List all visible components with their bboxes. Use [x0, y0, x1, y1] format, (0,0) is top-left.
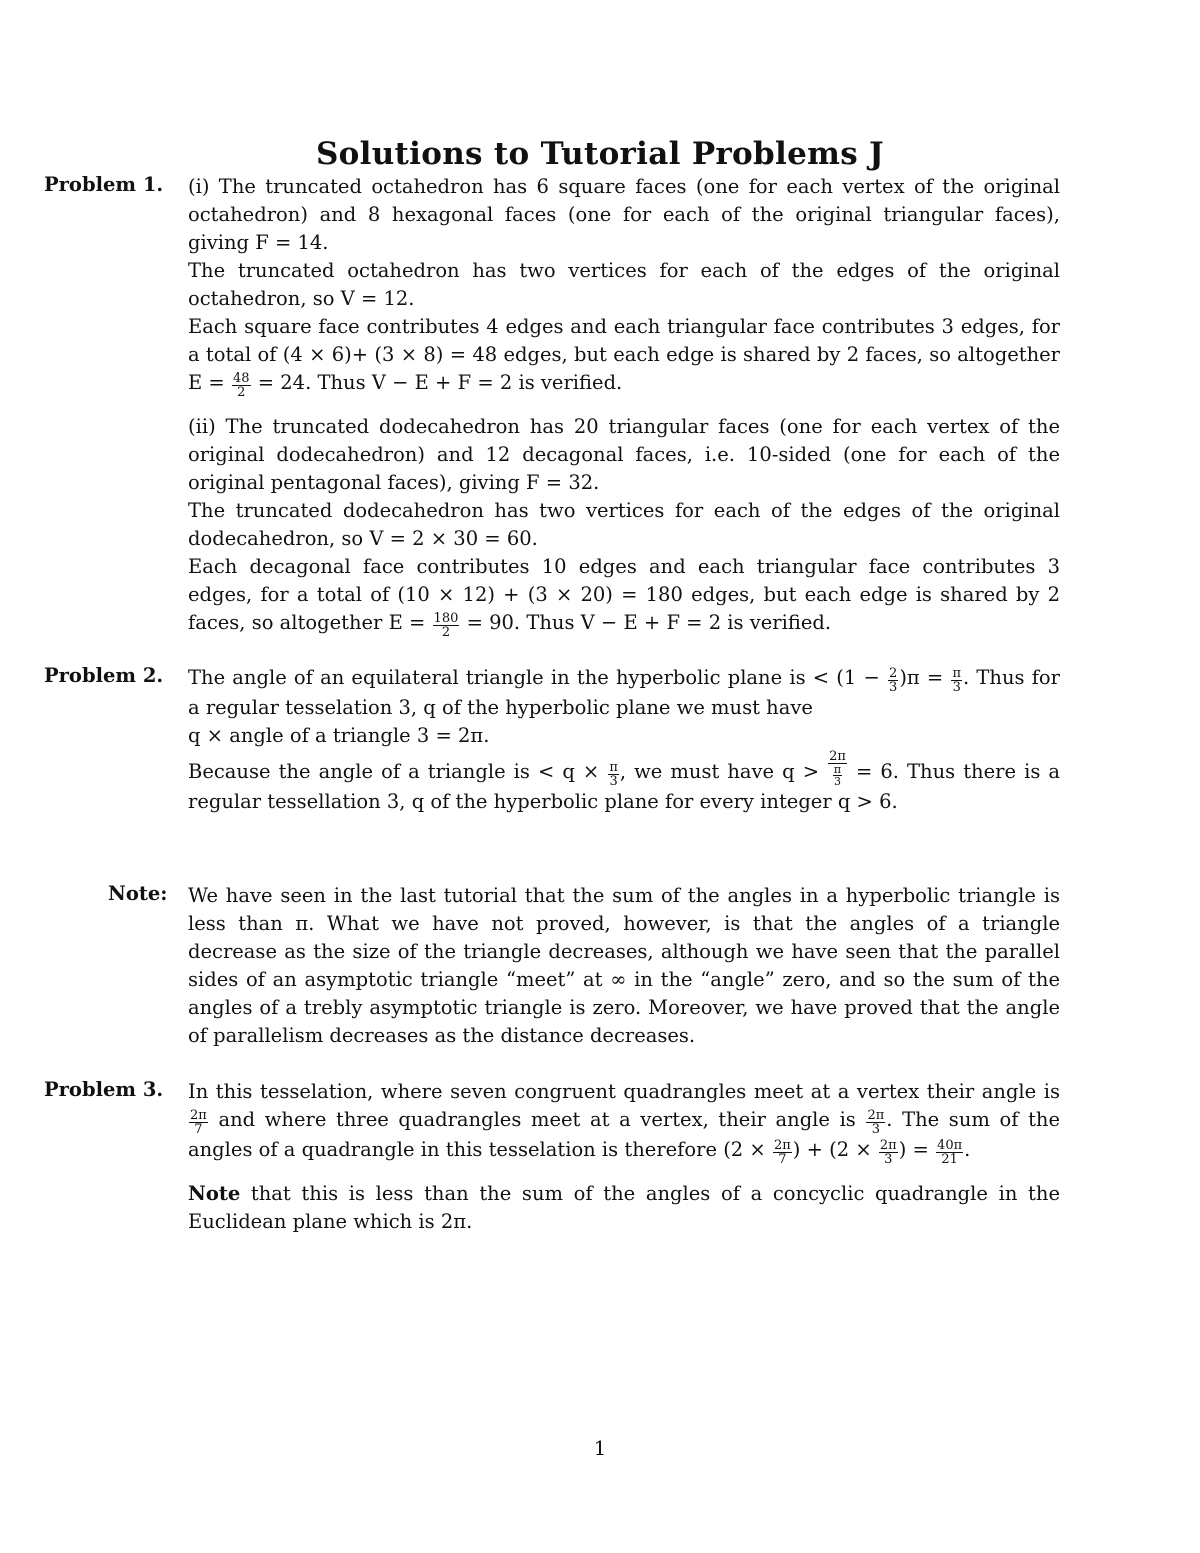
problem-3-label: Problem 3.	[44, 1078, 164, 1101]
fraction: $\frac{\pi}{3}$	[952, 666, 961, 696]
note-text: We have seen in the last tutorial that the sum of the angles in a hyperbolic triangle is less than π. What we have not proved, however, is that the angles of a triangle decrease as the size of the triangle decreases, although we have seen that the parallel sides of an asymptotic triangle “meet” at ∞ in the “angle” zero, and so the sum of the angles of a trebly asymptotic triangle is zero. Moreover, we have proved that the angle of parallelism decreases as the distance decreases.	[188, 884, 1060, 1047]
fraction: $\frac{\pi}{3}$	[833, 763, 842, 789]
problem-1-part-i-vertices: The truncated octahedron has two vertices for each of the edges of the original octahedron, so V = 12.	[188, 259, 1060, 310]
fraction: $\frac{2\pi}{3}$	[879, 1138, 897, 1168]
fraction: $\frac{2\pi}{\frac{\pi}{3}}$	[829, 749, 846, 789]
fraction: $\frac{\pi}{3}$	[609, 760, 618, 790]
problem-3-paragraph-1: In this tesselation, where seven congruent quadrangles meet at a vertex their angle is $\frac{2\pi}{7}$ and where three quadrangles meet at a vertex, their angle is $\frac{2\pi}{3}$ . The sum of the angles of a quadrangle in this tesselation is therefore (2 × $\frac{2\pi}{7}$ ) + (2 × $\frac{2\pi}{3}$ ) = $\frac{40\pi}{21}$ .	[188, 1080, 1060, 1168]
problem-2-paragraph-1: The angle of an equilateral triangle in the hyperbolic plane is < (1 − $\frac{2}{3}$ )π = $\frac{\pi}{3}$ . Thus for a regular tesselation 3, q of the hyperbolic plane we must have	[188, 666, 1060, 720]
problem-1-part-i-faces: (i) The truncated octahedron has 6 square faces (one for each vertex of the original octahedron) and 8 hexagonal faces (one for each of the original triangular faces), giving F = 14.	[188, 175, 1060, 254]
fraction: $\frac{180}{2}$	[433, 611, 459, 641]
problem-1-part-i-edges: Each square face contributes 4 edges and each triangular face contributes 3 edges, for a total of (4 × 6)+ (3 × 8) = 48 edges, but each edge is shared by 2 faces, so altogether E = $\frac{48}{2}$ = 24. Thus V − E + F = 2 is verified.	[188, 315, 1060, 401]
problem-2-body	[188, 664, 1060, 816]
problem-3-body	[188, 1078, 1060, 1236]
fraction: $\frac{2\pi}{7}$	[773, 1138, 791, 1168]
fraction: $\frac{48}{2}$	[232, 371, 250, 401]
fraction: $\frac{2\pi}{3}$	[867, 1108, 885, 1138]
fraction: $\frac{2\pi}{7}$	[190, 1108, 207, 1138]
problem-1-part-ii-edges: Each decagonal face contributes 10 edges and each triangular face contributes 3 edges, for a total of (10 × 12) + (3 × 20) = 180 edges, but each edge is shared by 2 faces, so altogether E = $\frac{180}{2}$ = 90. Thus V − E + F = 2 is verified.	[188, 555, 1060, 641]
problem-1-part-ii-vertices: The truncated dodecahedron has two vertices for each of the edges of the original dodecahedron, so V = 2 × 30 = 60.	[188, 499, 1060, 551]
problem-1-body	[188, 173, 1060, 639]
fraction: $\frac{40\pi}{21}$	[937, 1138, 963, 1168]
problem-2-display-equation: q × angle of a triangle 3 = 2π.	[188, 724, 490, 748]
problem-2-label: Problem 2.	[44, 664, 164, 687]
note-inline-label: Note	[188, 1182, 241, 1206]
note-body	[188, 882, 1060, 1050]
fraction: $\frac{2}{3}$	[889, 666, 898, 696]
problem-3-paragraph-2: Note that this is less than the sum of the angles of a concyclic quadrangle in the Euclidean plane which is 2π.	[188, 1182, 1060, 1234]
note-label: Note:	[108, 882, 168, 905]
page-title: Solutions to Tutorial Problems J	[315, 136, 885, 172]
problem-1-part-ii-faces: (ii) The truncated dodecahedron has 20 triangular faces (one for each vertex of the original dodecahedron) and 12 decagonal faces, i.e. 10-sided (one for each of the original pentagonal faces), giving F = 32.	[188, 415, 1060, 495]
problem-2-paragraph-2: Because the angle of a triangle is < q × $\frac{\pi}{3}$ , we must have q > $\frac{2\pi}{\frac{\pi}{3}}$ = 6. Thus there is a regular tessellation 3, q of the hyperbolic plane for every integer q > 6.	[188, 749, 1061, 814]
page-number: 1	[593, 1436, 607, 1460]
problem-1-label: Problem 1.	[44, 173, 164, 196]
